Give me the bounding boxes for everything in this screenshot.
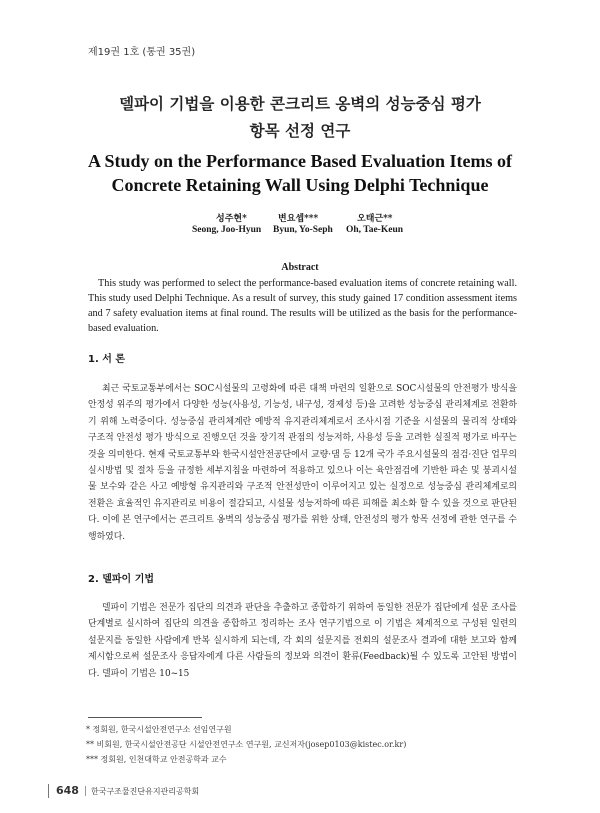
author-1-english: Seong, Joo-Hyun: [192, 225, 262, 235]
author-3-english: Oh, Tae-Keun: [346, 225, 404, 235]
author-2-korean: 변요셉***: [278, 214, 319, 224]
section-1-body: 최근 국토교통부에서는 SOC시설물의 고령화에 따른 대책 마련의 일환으로 SOC시설물의 안전평가 방식을 안정성 위주의 평가에서 다양한 성능(사용성, 기능성, 내구성, 경제성 등)을 고려한 성능중심 관리체계로 전환하기 위해 노력중이다. 성능중심 관리체계란 예방적 유지관리체계로서 조사시점 기준을 시설물의 물리적 상태와 구조적 안전성 평가 방식으로 진행오던 것을 장기적 관점의 성능저하, 사용성 등을 고려한 실질적 평가로 바꾸는 것을 의미한다. 현재 국토교통부와 한국시설안전공단에서 교량·댐 등 12개 국가 주요시설물의 점검·진단 업무의 실시방법 및 절차 등을 규정한 세부지침을 마련하여 적용하고 있으나 이는 육안점검에 기반한 파손 및 붕괴시설물 보수와 같은 사고 예방형 유지관리와 구조적 안전성만이 이루어지고 있는 실정으로 성능중심 관리체계로의 전환은 효율적인 유지관리로 비용이 절감되고, 시설물 성능저하에 따른 피해를 최소화 할 수 있을 것으로 판단된다. 이에 본 연구에서는 콘크리트 옹벽의 성능중심 평가를 위한 상태, 안전성의 평가 항목 선정에 관한 연구를 수행하였다.: [88, 384, 517, 542]
korean-title-line-2: 항목 선정 연구: [249, 122, 351, 140]
section-2-body: 델파이 기법은 전문가 집단의 의견과 판단을 추출하고 종합하기 위하여 동일한 전문가 집단에게 설문 조사를 단계별로 실시하여 집단의 의견을 종합하고 정리하는 조사 연구기법으로 이 기법은 체계적으로 구성된 일련의 설문지를 동일한 사람에게 반복 실시하게 되는데, 각 회의 설문지를 전회의 설문조사 결과에 대한 보고와 함께 제시함으로써 설문조사 응답자에게 다른 사람들의 정보와 의견이 환류(Feedback)될 수 있도록 고안된 방법이다. 델파이 기법은 10~15: [88, 603, 517, 679]
author-2-english: Byun, Yo-Seph: [273, 225, 333, 235]
english-title-line-1: A Study on the Performance Based Evaluation Items of: [88, 151, 512, 171]
footnote-1: * 정회원, 한국시설안전연구소 선임연구원: [86, 725, 232, 734]
footer-bar: [48, 784, 49, 798]
abstract-text: This study was performed to select the performance-based evaluation items of concrete retaining wall. This study used Delphi Technique. As a result of survey, this study gained 17 condition assessment items and 7 safety evaluation items at final round. The results will be utilized as the basis for the performance-based evaluation.: [88, 278, 517, 334]
author-3-korean: 오태근**: [357, 214, 393, 224]
english-title-line-2: Concrete Retaining Wall Using Delphi Technique: [111, 175, 489, 195]
footnote-separator: [88, 717, 202, 718]
footer-divider: [85, 786, 86, 796]
section-1-heading: 1. 서 론: [88, 354, 126, 365]
page-number: 648: [56, 784, 79, 797]
section-2-heading: 2. 델파이 기법: [88, 574, 155, 585]
journal-volume-issue: 제19권 1호 (통권 35권): [88, 47, 196, 58]
footer-organization: 한국구조물진단유지관리공학회: [91, 787, 200, 796]
korean-title-line-1: 델파이 기법을 이용한 콘크리트 옹벽의 성능중심 평가: [119, 95, 481, 113]
abstract-heading: Abstract: [281, 262, 319, 273]
author-1-korean: 성주현*: [216, 214, 247, 224]
footnote-3: *** 정회원, 인천대학교 안전공학과 교수: [86, 755, 227, 764]
footnote-2: ** 비회원, 한국시설안전공단 시설안전연구소 연구원, 교신저자(josep0103@kistec.or.kr): [86, 740, 407, 749]
